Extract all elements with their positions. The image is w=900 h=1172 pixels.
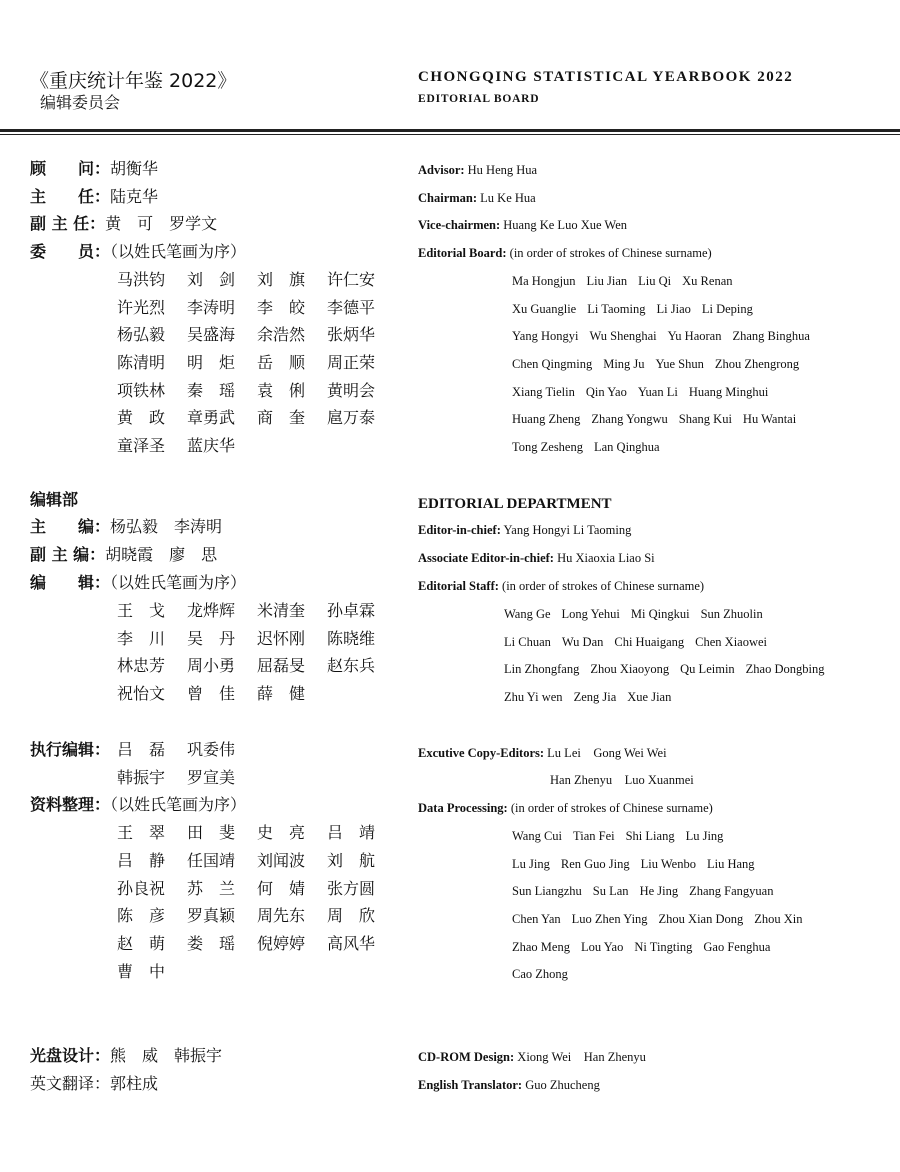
en-member-name: Qin Yao: [585, 385, 627, 399]
en-chief-label: Editor-in-chief:: [418, 523, 501, 537]
cn-staff-name: 吴 丹: [187, 629, 236, 648]
en-member-name: Li Jiao: [656, 302, 691, 316]
cn-member-name: 章勇武: [187, 408, 236, 427]
cn-data-name: 曹 中: [117, 962, 166, 981]
en-member-name: Ming Ju: [603, 357, 645, 371]
en-vice-label: Vice-chairmen:: [418, 218, 501, 232]
en-staff-name: Lin Zhongfang: [504, 662, 580, 676]
header-rule-thick: [0, 129, 900, 132]
en-exec-value-2: Han Zhenyu Luo Xuanmei: [550, 773, 694, 787]
cn-cd-row: [30, 1046, 222, 1066]
cn-staff-name: 王 戈: [117, 601, 166, 620]
cn-data-name: 王 翠: [117, 823, 166, 842]
en-member-row: [512, 301, 764, 317]
en-data-name: Zhang Fangyuan: [689, 884, 774, 898]
en-exec-row: [418, 745, 667, 761]
en-board-note: (in order of strokes of Chinese surname): [509, 246, 712, 260]
cn-data-row: [30, 795, 246, 815]
cn-member-row: [117, 408, 397, 428]
cn-data-name-row: [117, 823, 397, 843]
header-rule-thin: [0, 134, 900, 135]
en-staff-name-row: [504, 634, 778, 650]
cn-data-name-row: [117, 934, 397, 954]
en-data-name: Lou Yao: [580, 940, 624, 954]
cn-trans-row: [30, 1074, 158, 1094]
cn-member-name: 童泽圣: [117, 436, 166, 455]
cn-exec-name: 吕 磊: [117, 740, 166, 759]
en-data-name-row: [512, 856, 766, 872]
cn-chairman-row: [30, 187, 158, 207]
cn-advisor-value: 胡衡华: [110, 159, 159, 178]
en-data-name: Sun Liangzhu: [512, 884, 582, 898]
en-staff-name: Wu Dan: [561, 635, 604, 649]
en-staff-name: Long Yehui: [561, 607, 620, 621]
en-vice-value: Huang Ke Luo Xue Wen: [503, 218, 628, 232]
cn-member-name: 许光烈: [117, 298, 166, 317]
en-member-name: Chen Qingming: [512, 357, 593, 371]
en-data-name: Chen Yan: [512, 912, 561, 926]
cn-member-row: [117, 436, 257, 456]
en-member-name: Shang Kui: [678, 412, 732, 426]
cn-member-name: 许仁安: [327, 270, 376, 289]
en-staff-name: Wang Ge: [504, 607, 551, 621]
cn-data-name: 孙良祝: [117, 879, 166, 898]
cn-assoc-label: 副 主 编：: [30, 545, 106, 564]
cn-data-name: 田 斐: [187, 823, 236, 842]
en-chairman-label: Chairman:: [418, 191, 478, 205]
cn-data-name: 刘 航: [327, 851, 376, 870]
cn-data-name: 高风华: [327, 934, 376, 953]
cn-data-name-row: [117, 906, 397, 926]
en-staff-name-row: [504, 689, 682, 705]
en-data-name: Ren Guo Jing: [560, 857, 630, 871]
cn-member-row: [117, 298, 397, 318]
en-chairman-row: [418, 190, 536, 206]
en-trans-value: Guo Zhucheng: [525, 1078, 600, 1092]
en-data-name: He Jing: [639, 884, 679, 898]
cn-member-name: 余浩然: [257, 325, 306, 344]
en-member-row: [512, 384, 779, 400]
en-staff-name: Mi Qingkui: [630, 607, 690, 621]
en-member-name: Zhang Yongwu: [591, 412, 668, 426]
en-data-name: Liu Hang: [706, 857, 755, 871]
en-member-row: [512, 439, 671, 455]
en-member-name: Xiang Tielin: [512, 385, 575, 399]
en-member-name: Tong Zesheng: [512, 440, 583, 454]
en-dept-title: EDITORIAL DEPARTMENT: [418, 496, 612, 512]
en-data-name: Lu Jing: [512, 857, 550, 871]
en-staff-name-row: [504, 606, 774, 622]
cn-data-name: 周先东: [257, 906, 306, 925]
cn-data-name-row: [117, 851, 397, 871]
cn-staff-name-row: [117, 656, 397, 676]
cn-staff-label: 编 辑：: [30, 573, 111, 592]
en-staff-note: (in order of strokes of Chinese surname): [502, 579, 705, 593]
en-cd-value: Xiong Wei Han Zhenyu: [517, 1050, 646, 1064]
cn-exec-name: 罗宣美: [187, 768, 236, 787]
cn-exec-row: [117, 740, 257, 760]
en-board-label: Editorial Board:: [418, 246, 507, 260]
cn-vice-label: 副 主 任：: [30, 214, 106, 233]
en-data-name: Luo Zhen Ying: [571, 912, 648, 926]
en-data-name-row: [512, 966, 579, 982]
cn-data-name: 吕 靖: [327, 823, 376, 842]
cn-staff-name: 薛 健: [257, 684, 306, 703]
cn-staff-name: 赵东兵: [327, 656, 376, 675]
en-chairman-value: Lu Ke Hua: [480, 191, 536, 205]
cn-member-row: [117, 381, 397, 401]
en-data-name-row: [512, 883, 784, 899]
cn-title: 《重庆统计年鉴 2022》: [30, 70, 237, 92]
cn-member-row: [117, 270, 397, 290]
cn-data-name: 倪婷婷: [257, 934, 306, 953]
en-member-name: Yuan Li: [637, 385, 678, 399]
en-cd-label: CD-ROM Design:: [418, 1050, 515, 1064]
en-member-name: Yu Haoran: [667, 329, 722, 343]
en-chief-row: [418, 522, 631, 538]
en-data-row: [418, 800, 713, 816]
cn-staff-name-row: [117, 629, 397, 649]
en-member-name: Li Deping: [701, 302, 753, 316]
en-data-name: Lu Jing: [685, 829, 724, 843]
en-member-name: Wu Shenghai: [589, 329, 657, 343]
en-data-name-row: [512, 939, 781, 955]
en-assoc-row: [418, 550, 655, 566]
cn-data-name: 周 欣: [327, 906, 376, 925]
cn-cd-label: 光盘设计：: [30, 1046, 111, 1065]
en-staff-name: Chi Huaigang: [614, 635, 685, 649]
cn-staff-name: 孙卓霖: [327, 601, 376, 620]
cn-staff-name: 李 川: [117, 629, 166, 648]
cn-data-name: 赵 萌: [117, 934, 166, 953]
cn-member-name: 陈清明: [117, 353, 166, 372]
en-member-name: Liu Qi: [638, 274, 672, 288]
en-data-name: Su Lan: [592, 884, 629, 898]
cn-member-name: 周正荣: [327, 353, 376, 372]
cn-member-name: 杨弘毅: [117, 325, 166, 344]
en-trans-row: [418, 1077, 600, 1093]
cn-members-row: [30, 242, 246, 262]
en-assoc-label: Associate Editor-in-chief:: [418, 551, 554, 565]
cn-subtitle: 编辑委员会: [40, 93, 121, 112]
cn-member-name: 黄 政: [117, 408, 166, 427]
cn-staff-name: 曾 佳: [187, 684, 236, 703]
en-member-row: [512, 273, 744, 289]
en-data-name: Zhou Xin: [754, 912, 803, 926]
cn-data-name: 张方圆: [327, 879, 376, 898]
en-member-name: Hu Wantai: [742, 412, 797, 426]
en-staff-row: [418, 578, 704, 594]
en-exec-label: Excutive Copy-Editors:: [418, 746, 545, 760]
en-data-name: Cao Zhong: [512, 967, 568, 981]
cn-member-name: 李 皎: [257, 298, 306, 317]
cn-exec-row: [117, 768, 257, 788]
cn-member-name: 李涛明: [187, 298, 236, 317]
en-data-name: Zhou Xian Dong: [658, 912, 744, 926]
cn-member-row: [117, 353, 397, 373]
en-cd-row: [418, 1049, 646, 1065]
cn-exec-label: 执行编辑：: [30, 740, 111, 759]
cn-staff-name: 祝怡文: [117, 684, 166, 703]
en-member-name: Zhang Binghua: [732, 329, 810, 343]
en-staff-name: Zhao Dongbing: [745, 662, 825, 676]
en-board-row: [418, 245, 712, 261]
cn-member-name: 项铁林: [117, 381, 166, 400]
en-data-name: Liu Wenbo: [640, 857, 696, 871]
cn-member-name: 扈万泰: [327, 408, 376, 427]
cn-staff-name: 周小勇: [187, 656, 236, 675]
cn-member-row: [117, 325, 397, 345]
en-staff-name: Zhu Yi wen: [504, 690, 563, 704]
cn-vice-value: 黄 可 罗学文: [105, 214, 218, 233]
cn-exec-name: 韩振宇: [117, 768, 166, 787]
cn-staff-name: 林忠芳: [117, 656, 166, 675]
cn-assoc-row: [30, 545, 217, 565]
en-member-row: [512, 356, 810, 372]
cn-data-name: 刘闻波: [257, 851, 306, 870]
en-staff-label: Editorial Staff:: [418, 579, 499, 593]
cn-staff-name-row: [117, 684, 327, 704]
cn-assoc-value: 胡晓霞 廖 思: [105, 545, 218, 564]
en-data-name: Wang Cui: [512, 829, 563, 843]
cn-dept-title: 编辑部: [30, 490, 79, 509]
en-member-name: Zhou Zhengrong: [714, 357, 800, 371]
en-data-label: Data Processing:: [418, 801, 508, 815]
en-data-name: Gao Fenghua: [703, 940, 771, 954]
en-data-name-row: [512, 828, 734, 844]
cn-trans-value: 郭柱成: [110, 1074, 159, 1093]
en-member-name: Yang Hongyi: [512, 329, 579, 343]
cn-exec-name: 巩委伟: [187, 740, 236, 759]
cn-staff-row: [30, 573, 246, 593]
cn-data-name: 任国靖: [187, 851, 236, 870]
en-staff-name: Zhou Xiaoyong: [590, 662, 670, 676]
cn-chairman-value: 陆克华: [110, 187, 159, 206]
cn-member-name: 黄明会: [327, 381, 376, 400]
en-member-name: Lan Qinghua: [593, 440, 660, 454]
en-staff-name: Qu Leimin: [680, 662, 735, 676]
cn-member-name: 刘 剑: [187, 270, 236, 289]
en-data-name: Ni Tingting: [634, 940, 693, 954]
cn-vice-row: [30, 214, 217, 234]
en-advisor-value: Hu Heng Hua: [467, 163, 538, 177]
cn-members-note: （以姓氏笔画为序）: [110, 242, 247, 261]
cn-data-note: （以姓氏笔画为序）: [110, 795, 247, 814]
en-title: CHONGQING STATISTICAL YEARBOOK 2022: [418, 69, 794, 85]
en-data-note: (in order of strokes of Chinese surname): [510, 801, 713, 815]
en-data-name: Shi Liang: [625, 829, 675, 843]
en-staff-name-row: [504, 661, 835, 677]
cn-data-name: 何 婧: [257, 879, 306, 898]
en-member-name: Huang Minghui: [688, 385, 769, 399]
cn-chief-value: 杨弘毅 李涛明: [110, 517, 223, 536]
cn-advisor-label: 顾 问：: [30, 159, 111, 178]
en-member-name: Xu Renan: [682, 274, 733, 288]
cn-advisor-row: [30, 159, 158, 179]
cn-data-name: 罗真颖: [187, 906, 236, 925]
cn-data-name: 史 亮: [257, 823, 306, 842]
cn-member-name: 秦 瑶: [187, 381, 236, 400]
en-member-name: Huang Zheng: [512, 412, 581, 426]
en-staff-name: Xue Jian: [627, 690, 672, 704]
en-advisor-row: [418, 162, 537, 178]
en-staff-name: Chen Xiaowei: [695, 635, 768, 649]
en-member-name: Xu Guanglie: [512, 302, 577, 316]
en-trans-label: English Translator:: [418, 1078, 523, 1092]
cn-staff-name: 陈晓维: [327, 629, 376, 648]
en-member-name: Li Taoming: [587, 302, 646, 316]
cn-member-name: 吴盛海: [187, 325, 236, 344]
en-data-name: Zhao Meng: [512, 940, 570, 954]
cn-member-name: 刘 旗: [257, 270, 306, 289]
cn-staff-note: （以姓氏笔画为序）: [110, 573, 247, 592]
en-vice-row: [418, 217, 627, 233]
cn-staff-name: 屈磊旻: [257, 656, 306, 675]
cn-staff-name-row: [117, 601, 397, 621]
cn-data-name: 苏 兰: [187, 879, 236, 898]
en-member-row: [512, 328, 821, 344]
cn-member-name: 李德平: [327, 298, 376, 317]
en-member-row: [512, 411, 807, 427]
cn-member-name: 明 炬: [187, 353, 236, 372]
cn-member-name: 蓝庆华: [187, 436, 236, 455]
en-subtitle: EDITORIAL BOARD: [418, 93, 540, 105]
cn-members-label: 委 员：: [30, 242, 111, 261]
cn-data-label: 资料整理：: [30, 795, 111, 814]
en-staff-name: Sun Zhuolin: [700, 607, 763, 621]
cn-member-name: 马洪钧: [117, 270, 166, 289]
cn-chairman-label: 主 任：: [30, 187, 111, 206]
en-member-name: Ma Hongjun: [512, 274, 576, 288]
cn-member-name: 岳 顺: [257, 353, 306, 372]
cn-member-name: 商 奎: [257, 408, 306, 427]
cn-data-name: 陈 彦: [117, 906, 166, 925]
cn-staff-name: 米清奎: [257, 601, 306, 620]
en-data-name: Tian Fei: [573, 829, 615, 843]
en-staff-name: Li Chuan: [504, 635, 551, 649]
cn-member-name: 袁 俐: [257, 381, 306, 400]
cn-data-name: 娄 瑶: [187, 934, 236, 953]
cn-staff-name: 龙烨辉: [187, 601, 236, 620]
cn-cd-value: 熊 威 韩振宇: [110, 1046, 223, 1065]
cn-trans-label: 英文翻译：: [30, 1074, 111, 1093]
en-data-name-row: [512, 911, 814, 927]
en-member-name: Liu Jian: [586, 274, 628, 288]
cn-member-name: 张炳华: [327, 325, 376, 344]
cn-staff-name: 迟怀刚: [257, 629, 306, 648]
cn-chief-row: [30, 517, 222, 537]
cn-data-name-row: [117, 962, 187, 982]
en-advisor-label: Advisor:: [418, 163, 465, 177]
en-member-name: Yue Shun: [655, 357, 704, 371]
en-chief-value: Yang Hongyi Li Taoming: [503, 523, 632, 537]
cn-chief-label: 主 编：: [30, 517, 111, 536]
en-staff-name: Zeng Jia: [573, 690, 617, 704]
cn-data-name-row: [117, 879, 397, 899]
cn-data-name: 吕 静: [117, 851, 166, 870]
en-exec-value: Lu Lei Gong Wei Wei: [547, 746, 667, 760]
en-assoc-value: Hu Xiaoxia Liao Si: [557, 551, 655, 565]
